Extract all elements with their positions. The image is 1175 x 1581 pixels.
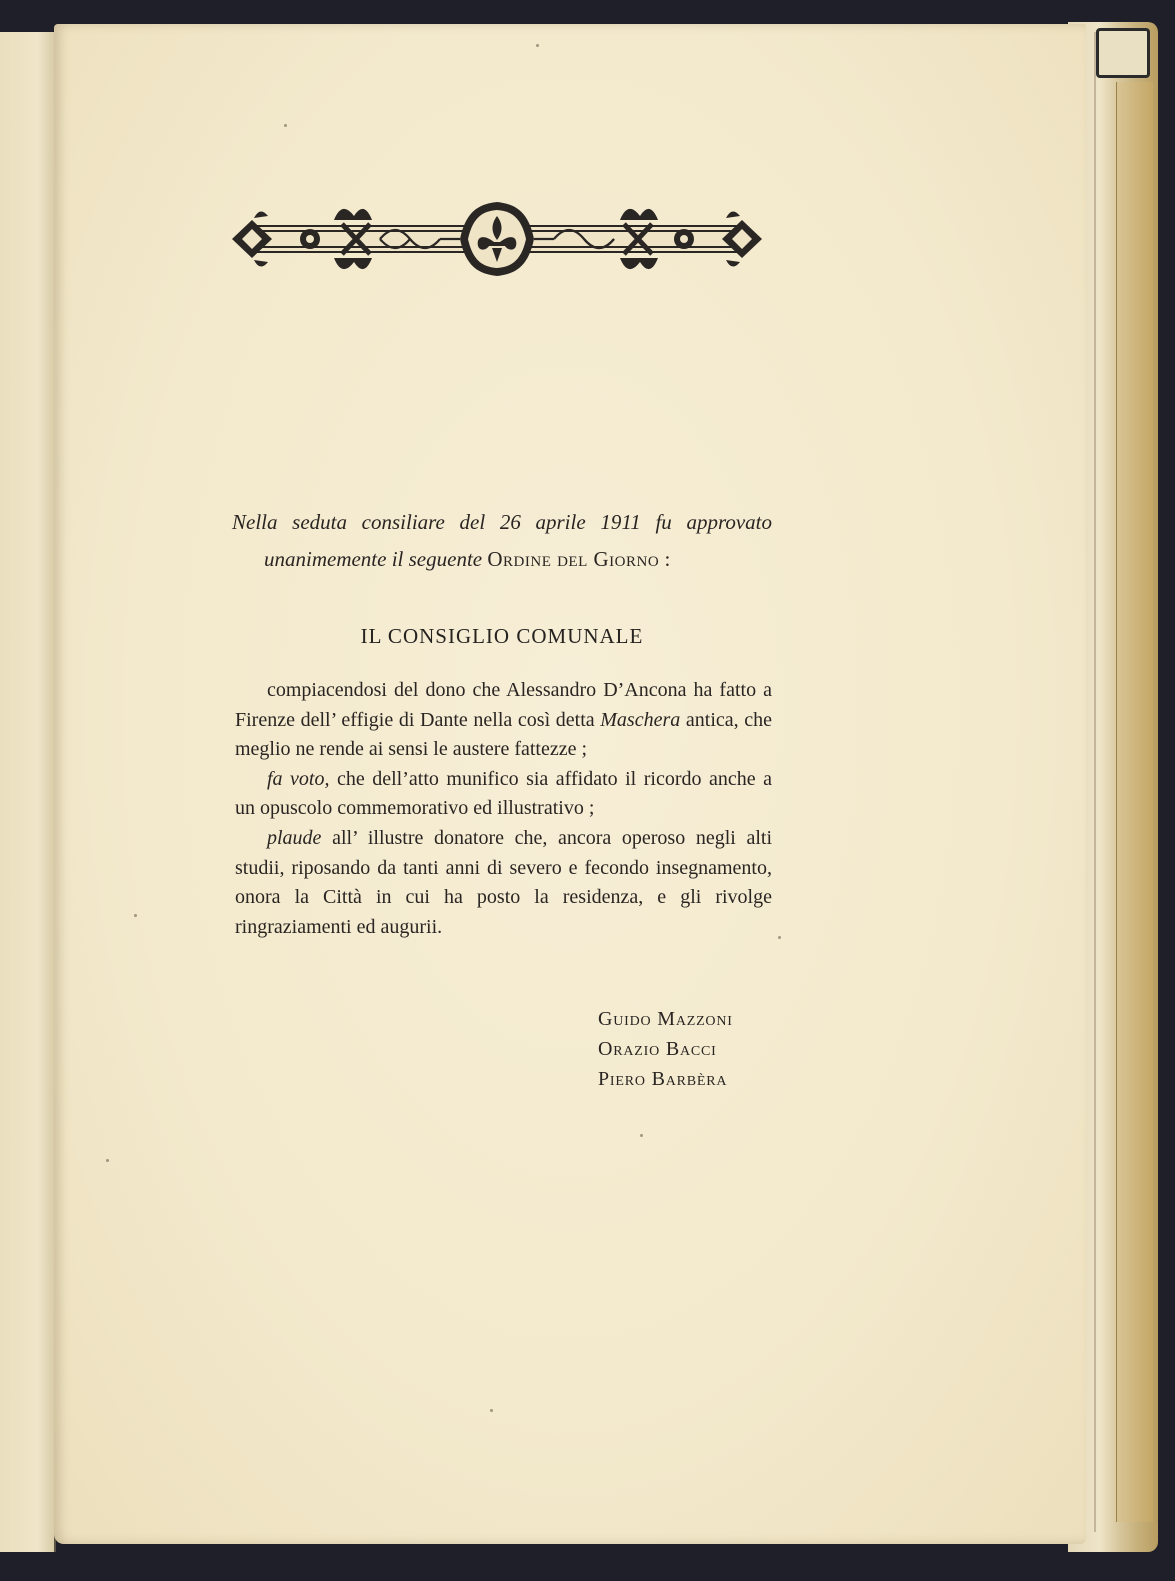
paragraph-1 xyxy=(235,676,772,765)
resolution-body xyxy=(235,676,772,942)
signature-name: Guido Mazzoni xyxy=(598,1008,733,1030)
paragraph-3-italic: plaude xyxy=(267,826,322,849)
resolution-line-1: Nella seduta consiliare del 26 aprile 1911 fu approvato xyxy=(232,510,772,534)
paragraph-3 xyxy=(235,824,772,942)
speck xyxy=(490,1409,493,1412)
council-heading: IL CONSIGLIO COMUNALE xyxy=(360,624,644,648)
order-of-day-label: Ordine del Giorno xyxy=(487,547,660,571)
signature-name: Orazio Bacci xyxy=(598,1038,717,1060)
resolution-line-2 xyxy=(232,541,772,578)
speck xyxy=(536,44,539,47)
speck xyxy=(134,914,137,917)
resolution-line-2-italic: unanimemente il seguente xyxy=(264,547,483,571)
paragraph-1-end: antica, che meglio ne rende ai sensi le austere fattezze ; xyxy=(235,708,773,761)
paragraph-3-text: all’ illustre donatore che, ancora operoso negli alti studii, riposando da tanti anni di severo e fecondo insegnamento, onora la Città in cui ha posto la residenza, e gli rivolge ringraziamenti ed augurii. xyxy=(235,826,772,938)
resolution-line-2-end: : xyxy=(659,547,671,571)
speck xyxy=(640,1134,643,1137)
left-page-edge xyxy=(0,32,56,1552)
paragraph-2-italic: fa voto, xyxy=(267,767,330,790)
paragraph-1-italic: Maschera xyxy=(600,708,681,731)
paragraph-2-text: che dell’atto munifico sia affidato il ricordo anche a un opuscolo commemorativo ed illustrativo ; xyxy=(235,767,772,820)
page-corner-tab xyxy=(1096,28,1150,78)
resolution-intro xyxy=(232,504,772,578)
signatures xyxy=(598,1004,798,1094)
signature-name: Piero Barbèra xyxy=(598,1068,728,1090)
speck xyxy=(284,124,287,127)
speck xyxy=(106,1159,109,1162)
paragraph-2 xyxy=(235,765,772,824)
ornament-band xyxy=(230,198,764,280)
paragraph-1-text: compiacendosi del dono che Alessandro D’Ancona ha fatto a Firenze dell’ effigie di Dante nella così detta xyxy=(235,679,772,731)
speck xyxy=(778,936,781,939)
